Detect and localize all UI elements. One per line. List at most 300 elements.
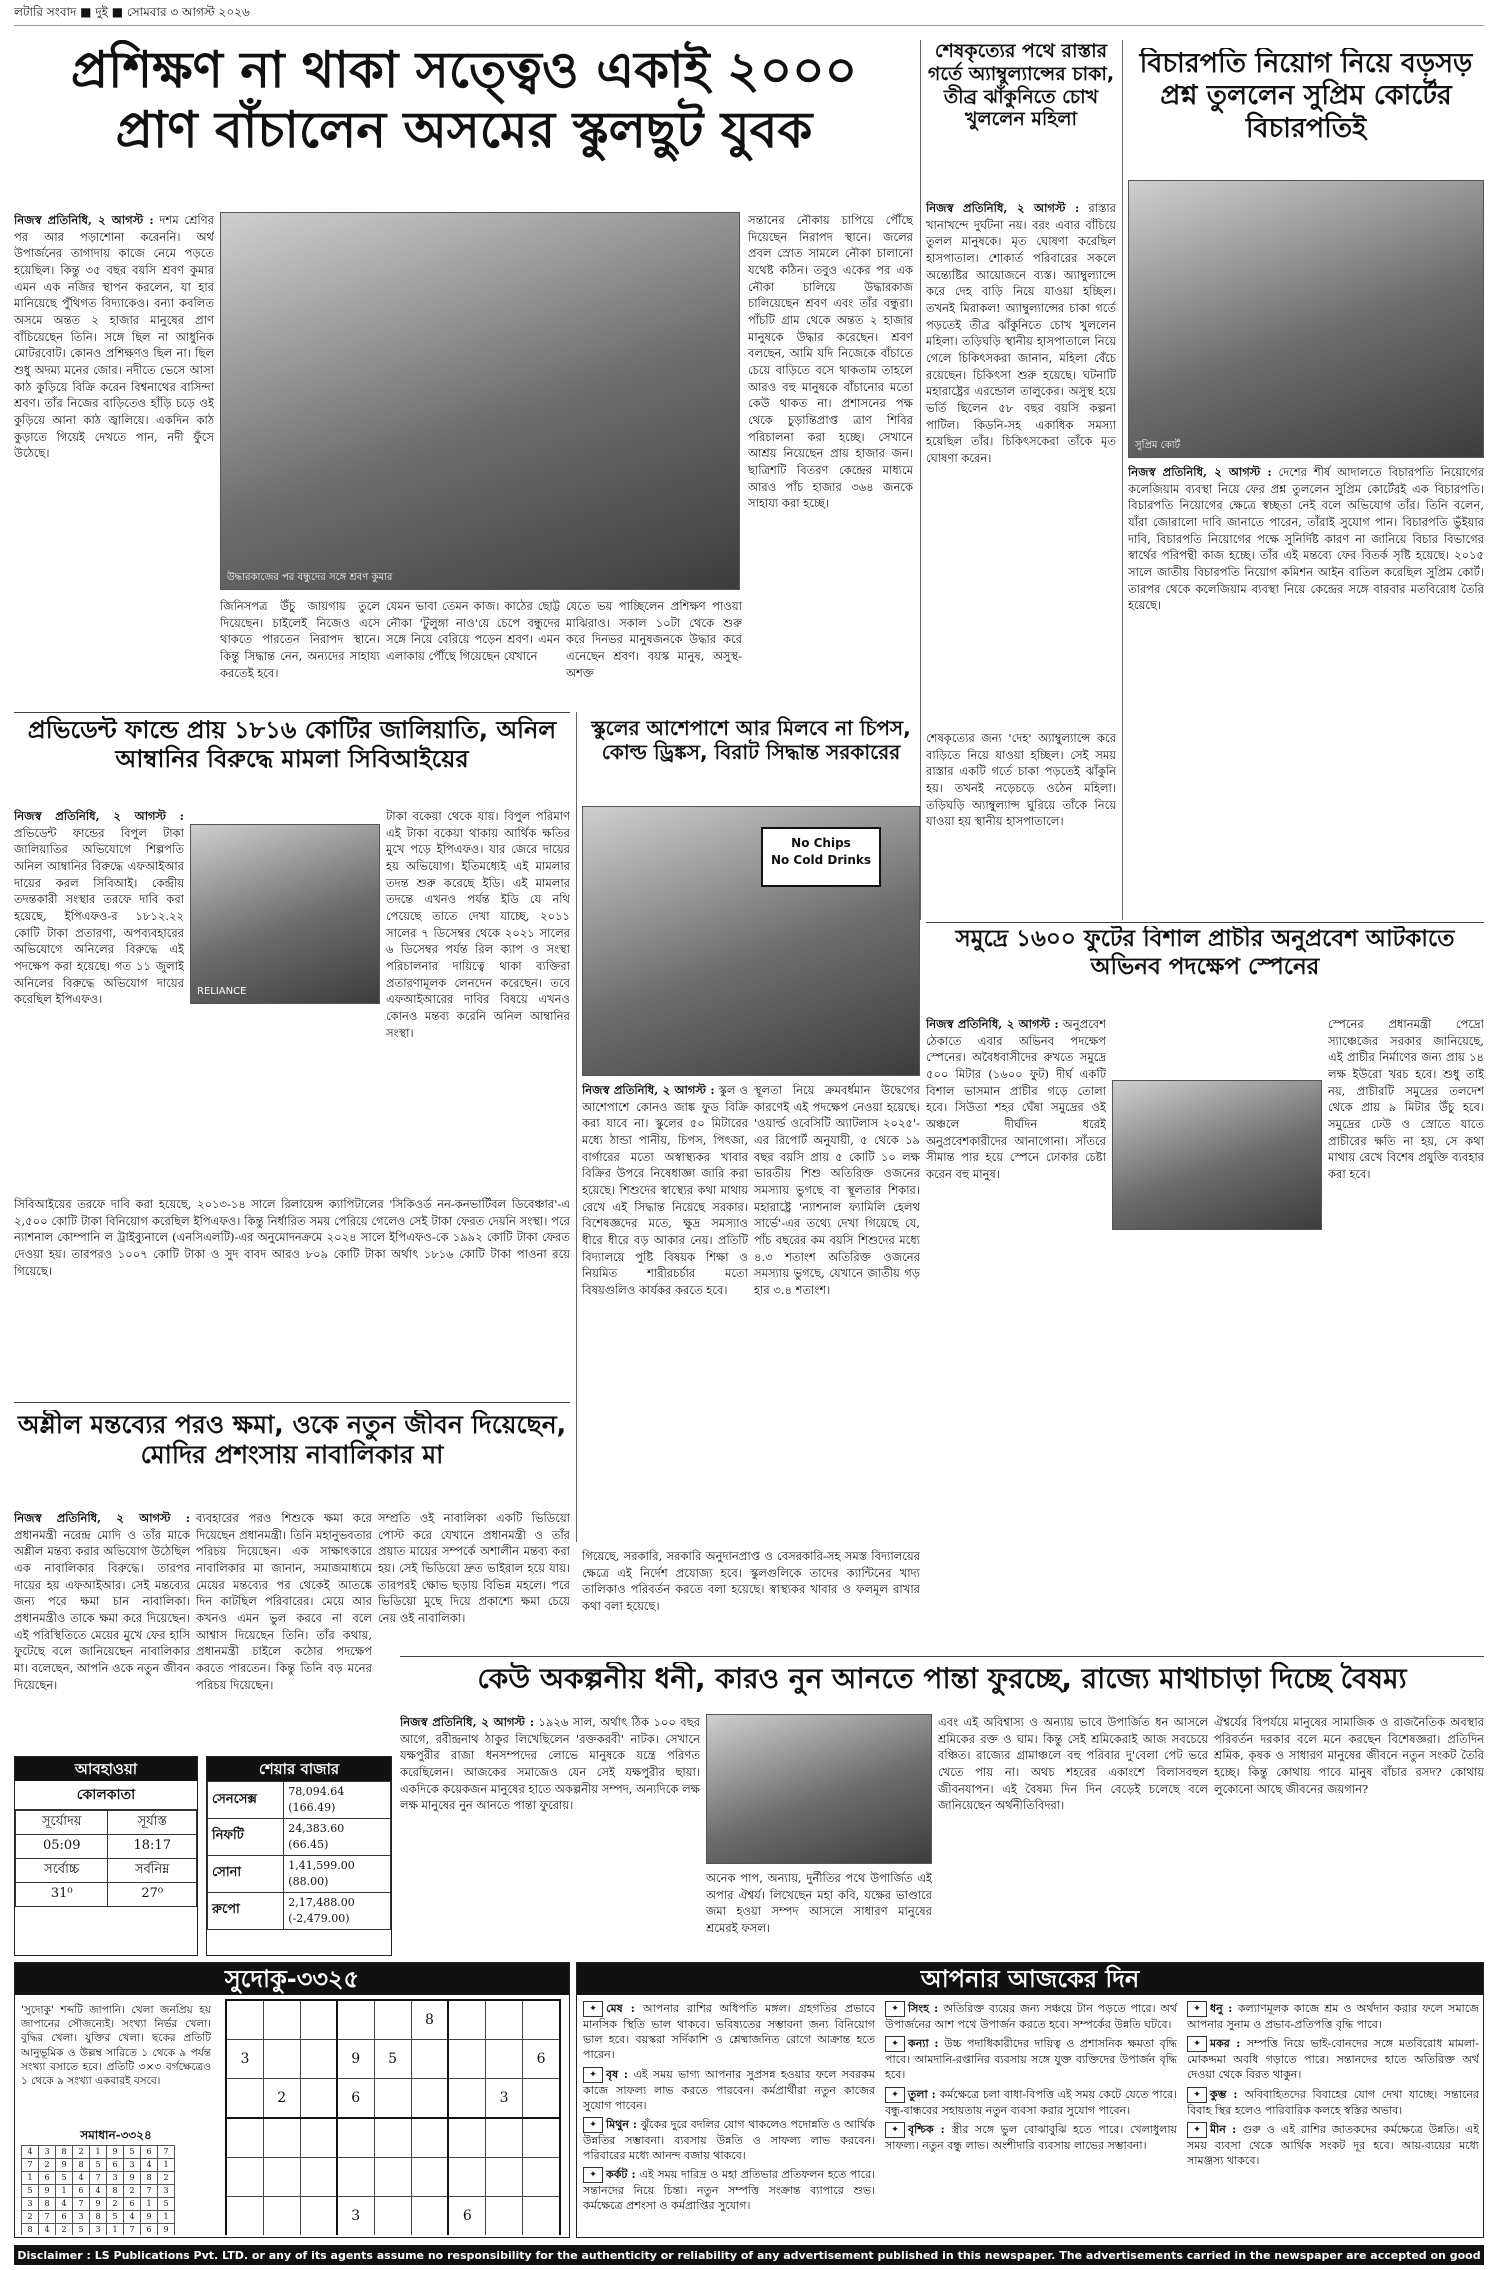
sudoku-cell[interactable] bbox=[448, 2158, 485, 2197]
market-row bbox=[208, 1892, 391, 1929]
market-row bbox=[208, 1782, 391, 1819]
sudoku-cell[interactable] bbox=[523, 2079, 560, 2119]
provident-headline: প্রভিডেন্ট ফান্ডে প্রায় ১৮১৬ কোটির জালিয়াতি, অনিল আম্বানির বিরুদ্ধে মামলা সিবিআইয়ের bbox=[27, 716, 557, 773]
horoscope-text: ঝুঁকের দুরে বদলির যোগ থাকলেও পদোন্নতি ও আর্থিক উন্নতির সম্ভাবনা। ব্যবসায় উন্নতি ও সাফল্য লাভ করবেন। পরিবারের মধ্যে আনন্দ বজায় থাকবে। bbox=[583, 2117, 875, 2163]
zodiac-sign: মীন : bbox=[1210, 2122, 1243, 2136]
provident-body-2 bbox=[14, 1196, 570, 1396]
inequality-dateline: নিজস্ব প্রতিনিধি, ২ আগস্ট : bbox=[400, 1715, 534, 1729]
zodiac-icon: ✦ bbox=[1187, 2122, 1207, 2138]
market-value bbox=[284, 1818, 391, 1855]
zodiac-sign: তুলা : bbox=[908, 2087, 940, 2101]
chips-photo bbox=[582, 806, 920, 1076]
sudoku-cell[interactable] bbox=[523, 2197, 560, 2236]
lead-col-2c bbox=[566, 598, 742, 706]
solution-cell: 9 bbox=[56, 2159, 73, 2172]
inequality-headline: কেউ অকল্পনীয় ধনী, কারও নুন আনতে পান্তা ফুরচ্ছে, রাজ্যে মাথাচাড়া দিচ্ছে বৈষম্য bbox=[477, 1662, 1407, 1695]
market-value-number: 24,383.60 bbox=[288, 1821, 345, 1835]
zodiac-sign: সিংহ : bbox=[908, 2002, 944, 2015]
sudoku-cell[interactable] bbox=[300, 2197, 337, 2236]
solution-cell: 6 bbox=[141, 2224, 158, 2236]
chips-headline: স্কুলের আশেপাশে আর মিলবে না চিপস, কোল্ড ড্রিঙ্কস, বিরাট সিদ্ধান্ত সরকারের bbox=[591, 716, 911, 764]
issue-bar-text: লটারি সংবাদ ■ দুই ■ সোমবার ৩ আগস্ট ২০২৬ bbox=[14, 5, 250, 19]
solution-title: সমাধান-৩৩২৪ bbox=[80, 2128, 152, 2142]
zodiac-sign: কন্যা : bbox=[908, 2037, 945, 2051]
sudoku-cell[interactable] bbox=[374, 2000, 411, 2040]
spain-headline: সমুদ্রে ১৬০০ ফুটের বিশাল প্রাচীর অনুপ্রবেশ আটকাতে অভিনব পদক্ষেপ স্পেনের bbox=[955, 926, 1455, 980]
provident-dateline: নিজস্ব প্রতিনিধি, ২ আগস্ট : bbox=[14, 809, 184, 823]
inequality-body-2 bbox=[706, 1870, 932, 1954]
sudoku-cell[interactable]: 8 bbox=[411, 2000, 448, 2040]
sudoku-cell[interactable] bbox=[337, 2000, 374, 2040]
supreme-dateline: নিজস্ব প্রতিনিধি, ২ আগস্ট : bbox=[1128, 465, 1272, 479]
solution-cell: 5 bbox=[73, 2224, 90, 2236]
market-change: (166.49) bbox=[288, 1800, 336, 1814]
provident-body-2-text: সিবিআইয়ের তরফে দাবি করা হয়েছে, ২০১৩-১৪ সালে রিলায়েন্স ক্যাপিটালের 'সিকিওর্ড নন-কনভার্টিবল ডিবেঞ্চার'-এ ২,৫০০ কোটি টাকা বিনিয়োগ করেছিল ইপিএফও। কিন্তু নির্ধারিত সময় পেরিয়ে গেলেও সেই টাকা ফেরত দেয়নি সংস্থা। পরে ন্যাশনাল কোম্পানি ল ট্রাইব্যুনালে (এনসিএলটি)-এর অনুমোদনক্রমে ২০২৪ সালে ইপিএফও-কে ১৯৯২ কোটি টাকা ফেরত দেওয়া হয়। তারপরও ১০০৭ কোটি টাকা ও সুদ বাবদ আরও ৮০৯ কোটি টাকা অর্থাৎ ১৮১৬ কোটি টাকা পাওনা রয়ে গিয়েছে। bbox=[14, 1197, 570, 1278]
sudoku-cell[interactable] bbox=[263, 2158, 300, 2197]
horoscope-entry bbox=[1187, 2001, 1479, 2032]
horoscope-entry bbox=[885, 2001, 1177, 2032]
sudoku-cell[interactable] bbox=[411, 2197, 448, 2236]
sudoku-cell[interactable] bbox=[448, 2118, 485, 2158]
solution-cell: 3 bbox=[90, 2224, 107, 2236]
market-value bbox=[284, 1892, 391, 1929]
horoscope-entry bbox=[885, 2087, 1177, 2118]
horoscope-text: কল্যাণমূলক কাজে শ্রম ও অর্থদান করার ফলে সমাজে আপনার সুনাম ও প্রভাব-প্রতিপত্তি বৃদ্ধি পাবে। bbox=[1187, 2002, 1479, 2031]
sudoku-cell[interactable] bbox=[448, 2040, 485, 2079]
horoscope-title: আপনার আজকের দিন bbox=[577, 1963, 1483, 1995]
horoscope-entry bbox=[583, 2117, 875, 2163]
lead-col3-text: সন্তানের নৌকায় চাপিয়ে পৌঁছে দিয়েছেন নিরাপদ স্থানে। জলের প্রবল স্রোত সামলে নৌকা চালানো যথেষ্ট কঠিন। তবুও একের পর এক নৌকা চালিয়ে উদ্ধারকাজ চালিয়েছেন শ্রবণ এবং তাঁর বন্ধুরা। পাঁচটি গ্রাম থেকে অন্তত ২ হাজার মানুষকে উদ্ধার করেছেন। শ্রবণ বলছেন, আমি যদি নিজেকে বাঁচাতে চেয়ে বাড়িতে বসে থাকতাম তাহলে আরও বহু মানুষকে বাঁচানোর মতো কেউ থাকত না। প্রশাসনের পক্ষ থেকে চুড়ান্তিপ্রাপ্ত ত্রাণ শিবির পরিচালনা করা হচ্ছে। সেখানে আশ্রয় নিয়েছেন প্রায় হাজার জন। ছাত্রিশটি বিতরণ কেন্দ্রের মাধ্যমে আরও পাঁচ হাজার ৩৬৪ জনকে সাহায্য করা হচ্ছে। bbox=[748, 213, 913, 511]
solution-cell: 5 bbox=[90, 2159, 107, 2172]
sudoku-cell[interactable] bbox=[374, 2079, 411, 2119]
solution-cell: 2 bbox=[73, 2146, 90, 2159]
solution-cell: 1 bbox=[56, 2185, 73, 2198]
horoscope-col-2 bbox=[885, 2001, 1177, 2235]
solution-cell: 1 bbox=[22, 2172, 39, 2185]
solution-cell: 8 bbox=[73, 2159, 90, 2172]
grid-row bbox=[226, 2079, 560, 2119]
spain-body-2 bbox=[1328, 1016, 1484, 1536]
horoscope-text: এই সময় দারিদ্র ও মহা প্রতিভার প্রতিফলন হতে পারে। সন্তানদের নিয়ে চিন্তা। নতুন সম্পত্তি সংক্রান্ত ব্যাপারে শুভ। কর্মক্ষেত্রে প্রশংসা ও কর্মপ্রাপ্তির সুযোগ। bbox=[583, 2168, 875, 2213]
sudoku-cell[interactable] bbox=[263, 2197, 300, 2236]
solution-cell: 3 bbox=[73, 2211, 90, 2224]
sudoku-grid[interactable] bbox=[225, 1999, 561, 2235]
market-name: সেনসেক্স bbox=[208, 1782, 284, 1819]
provident-body-3-text: টাকা বকেয়া থেকে যায়। বিপুল পরিমাণ এই টাকা বকেয়া থাকায় আর্থিক ক্ষতির মুখে পড়ে ইপিএফও। যার জেরে দায়ের হয় অভিযোগ। ইতিমধ্যেই এই মামলার তদন্ত শুরু করেছে ইডি। এই মামলার তদন্তে এখনও পর্যন্ত ইডি যে নথি পেয়েছে তাতে দেখা যাচ্ছে, ২০১১ সালের ৭ ডিসেম্বর থেকে ২০২১ সালের ৬ ডিসেম্বর পর্যন্ত রিল ক্যাপ ও সংস্থা পরিচালনার দায়িত্বে থাকা ব্যক্তিরা প্রতারণামূলক লেনদেন করেছেন। তবে এফআইআরের দাবির বিষয়ে এখনও কোনও মন্তব্য করেনি অনিল আম্বানির সংস্থা। bbox=[386, 809, 570, 1040]
disclaimer: Disclaimer : LS Publications Pvt. LTD. or any of its agents assume no responsibility for the authenticity or reliability of any advertisement published in this newspaper. The advertisements carried in the newspaper are accepted on good bbox=[14, 2245, 1484, 2265]
horoscope-col-1 bbox=[583, 2001, 875, 2235]
sudoku-cell[interactable] bbox=[300, 2040, 337, 2079]
section-rule bbox=[14, 1402, 570, 1403]
solution-cell: 1 bbox=[107, 2224, 124, 2236]
sudoku-rules: 'সুদোকু' শব্দটি জাপানি। খেলা জনপ্রিয় হয় জাপানের সৌজন্যেই। সংখ্যা নির্ভর খেলা। বুদ্ধির খেলা। যুক্তির খেলা। ছকের প্রতিটি আনুভূমিক ও উল্লম্ব সারিতে ১ থেকে ৯ পর্যন্ত সংখ্যা বসাতে হবে। প্রতিটি ৩×৩ বর্গক্ষেত্রেও ১ থেকে ৯ সংখ্যা একবারই বসবে। bbox=[21, 2004, 211, 2087]
lead-dateline: নিজস্ব প্রতিনিধি, ২ আগস্ট : bbox=[14, 213, 154, 227]
sunset-value: 18:17 bbox=[108, 1835, 197, 1859]
lead-col-1 bbox=[14, 212, 214, 700]
zodiac-icon: ✦ bbox=[885, 2122, 905, 2138]
sudoku-cell[interactable]: 6 bbox=[448, 2197, 485, 2236]
solution-cell: 5 bbox=[22, 2185, 39, 2198]
pm-body-4-text: গিয়েছে, সরকারি, সরকারি অনুদানপ্রাপ্ত ও বেসরকারি-সহ সমস্ত বিদ্যালয়ের ক্ষেত্রে এই নির্দেশ প্রযোজ্য হবে। স্কুলগুলিকে তাদের ক্যান্টিনের খাদ্য তালিকাও পরিবর্তন করতে বলা হয়েছে। স্বাস্থ্যকর খাবার ও ফলমূল রাখার কথা বলা হয়েছে। bbox=[582, 1549, 920, 1614]
solution-cell: 9 bbox=[124, 2172, 141, 2185]
solution-cell: 5 bbox=[124, 2146, 141, 2159]
sign-line-1: No Chips bbox=[791, 836, 851, 850]
sudoku-cell[interactable] bbox=[486, 2118, 523, 2158]
lead-photo bbox=[220, 212, 740, 590]
pm-body-2 bbox=[196, 1510, 372, 1750]
horoscope-entry bbox=[583, 2167, 875, 2213]
horoscope-entry bbox=[885, 2036, 1177, 2082]
chips-dateline: নিজস্ব প্রতিনিধি, ২ আগস্ট : bbox=[582, 1083, 715, 1097]
provident-body-1-text: প্রভিডেন্ট ফান্ডের বিপুল টাকা জালিয়াতির অভিযোগে শিল্পপতি অনিল আম্বানির বিরুদ্ধে এফআইআর দায়ের করল সিবিআই। কেন্দ্রীয় তদন্তকারী সংস্থার তরফে দাবি করা হয়েছে, ইপিএফও-র ১৮১২.২২ কোটি টাকা প্রতারণা, অপব্যবহারের অভিযোগে অনিলের বিরুদ্ধে এই পদক্ষেপ করা হয়েছে। গত ১১ জুলাই অনিলের বিরুদ্ধে অভিযোগ দায়ের করেছিল ইপিএফও। bbox=[14, 825, 184, 1007]
ambulance-headline: শেষকৃত্যের পথে রাস্তার গর্তে অ্যাম্বুল্যান্সের চাকা, তীব্র ঝাঁকুনিতে চোখ খুললেন মহিলা bbox=[927, 40, 1115, 131]
solution-cell: 3 bbox=[107, 2172, 124, 2185]
section-rule bbox=[400, 1656, 1484, 1657]
inequality-body-2-text: অনেক পাপ, অন্যায়, দুর্নীতির পথে উপার্জিত এই অপার ঐশ্বর্য। লিখেছেন মহা কবি, যক্ষের ভাণ্ডারে জমা হওয়া সম্পদ আসলে সাধারণ মানুষের শ্রমেরই ফসল। bbox=[706, 1871, 932, 1936]
provident-body-3 bbox=[386, 808, 570, 1190]
pm-body-2-text: ব্যবহারের পরও শিশুকে ক্ষমা করে দিয়েছেন প্রধানমন্ত্রী। তিনি মহানুভবতার পরিচয় দিয়েছেন। এক সাক্ষাৎকারে নাবালিকার মা জানান, সমাজমাধ্যমে মেয়ের মন্তব্যের পর থেকেই আতঙ্কে দিন কাটছিল পরিবারের। মেয়ে আর কখনও এমন ভুল করবে না বলে আশ্বাস দিয়েছেন তিনি। তাঁর কথায়, প্রধানমন্ত্রী চাইলে কঠোর পদক্ষেপ করতে পারতেন। কিন্তু তিনি বড় মনের পরিচয় দিয়েছেন। bbox=[196, 1511, 372, 1692]
chips-body-1-text: স্কুল ও আশেপাশে কোনও জাঙ্ক ফুড বিক্রি করা যাবে না। স্কুলের ৫০ মিটারের মধ্যে ঠান্ডা পানীয়, চিপস, পিৎজা, বার্গারের মতো অস্বাস্থ্যকর খাবার বিক্রির উপরে নিষেধাজ্ঞা জারি করা হয়েছে। শিশুদের স্বাস্থ্যের কথা মাথায় রেখে এই সিদ্ধান্ত নিয়েছে সরকার। বিশেষজ্ঞদের মতে, ক্ষুদ্র সমস্যাও ধীরে ধীরে বড় আকার নেয়। প্রতিটি বিদ্যালয়ে পুষ্টি বিষয়ক শিক্ষা ও নিয়মিত শারীরচর্চার মতো বিষয়গুলিও কার্যকর করতে হবে। bbox=[582, 1083, 748, 1298]
horoscope-text: আপনার রাশির অধিপতি মঙ্গল। গ্রহগতির প্রভাবে মানসিক স্থিতি ভাল থাকবে। ভবিষ্যতের সম্ভাবনা জন্য বিনিয়োগ ভাল হবে। বয়স্করা সর্দিকাশি ও শ্লেষ্মাজনিত রোগে আক্রান্ত হতে পারেন। bbox=[583, 2002, 875, 2062]
sudoku-cell[interactable] bbox=[523, 2118, 560, 2158]
horoscope-text: সম্পত্তি নিয়ে ভাই-বোনদের সঙ্গে মতবিরোধ মামলা-মোকদ্দমা অবধি গড়াতে পারে। সন্তানদের হাতে অতিরিক্ত অর্থ দেওয়া থেকে বিরত থাকুন। bbox=[1187, 2037, 1479, 2082]
pm-body-1 bbox=[14, 1510, 190, 1750]
horoscope-text: উচ্চ পদাধিকারীদের দায়িত্ব ও প্রশাসনিক ক্ষমতা বৃদ্ধি পাবে। আমদানি-রপ্তানির ব্যবসায় সঙ্গে যুক্ত ব্যক্তিদের উপার্জন বৃদ্ধি হবে। bbox=[885, 2037, 1177, 2082]
inequality-body-4 bbox=[1214, 1714, 1484, 1954]
weather-city: কোলকাতা bbox=[15, 1781, 197, 1810]
horoscope-entry bbox=[1187, 2036, 1479, 2082]
spain-dateline: নিজস্ব প্রতিনিধি, ২ আগস্ট : bbox=[926, 1017, 1059, 1031]
zodiac-icon: ✦ bbox=[1187, 2001, 1207, 2017]
zodiac-icon: ✦ bbox=[1187, 2087, 1207, 2103]
inequality-body-3 bbox=[938, 1714, 1208, 1954]
sudoku-grid-wrap bbox=[225, 1999, 561, 2235]
solution-cell: 9 bbox=[158, 2224, 175, 2236]
sudoku-cell[interactable]: 6 bbox=[523, 2040, 560, 2079]
solution-cell: 6 bbox=[56, 2211, 73, 2224]
horoscope-entry bbox=[1187, 2087, 1479, 2118]
sign-line-2: No Cold Drinks bbox=[770, 853, 872, 868]
grid-row bbox=[226, 2158, 560, 2197]
sudoku-cell[interactable]: 3 bbox=[337, 2197, 374, 2236]
solution-cell: 7 bbox=[141, 2185, 158, 2198]
sudoku-cell[interactable] bbox=[523, 2000, 560, 2040]
sudoku-cell[interactable] bbox=[263, 2000, 300, 2040]
horoscope-entry bbox=[1187, 2122, 1479, 2168]
sudoku-cell[interactable] bbox=[226, 2197, 263, 2236]
market-change: (88.00) bbox=[288, 1874, 329, 1888]
solution-cell: 7 bbox=[39, 2211, 56, 2224]
spain-body-2-text: স্পেনের প্রধানমন্ত্রী পেদ্রো স্যাঞ্চেজের সরকার জানিয়েছে, এই প্রাচীর নির্মাণের জন্য প্রায় ১৪ লক্ষ ইউরো খরচ হবে। শুধু তাই নয়, প্রাচীরটি সমুদ্রের তলদেশ থেকে প্রায় ৯ মিটার উঁচু হবে। সমুদ্রের ঢেউ ও স্রোতে যাতে প্রাচীরের ক্ষতি না হয়, সে কথা মাথায় রেখে বিশেষ প্রযুক্তি ব্যবহার করা হবে। bbox=[1328, 1017, 1484, 1182]
grid-row bbox=[22, 2146, 175, 2159]
market-change: (66.45) bbox=[288, 1837, 329, 1851]
sudoku-cell[interactable] bbox=[226, 2079, 263, 2119]
market-name: সোনা bbox=[208, 1855, 284, 1892]
supreme-body bbox=[1128, 464, 1484, 920]
horoscope-entry bbox=[885, 2122, 1177, 2153]
horoscope-text: কর্মক্ষেত্রে চলা বাধা-বিপত্তি এই সময় কেটে যেতে পারে। বন্ধু-বান্ধবের সহায়তায় নতুন ব্যবসা করার সুযোগ পাবেন। bbox=[885, 2087, 1177, 2117]
lead-headline-line-2: প্রাণ বাঁচালেন অসমের স্কুলছুট যুবক bbox=[115, 101, 813, 159]
horoscope-entry bbox=[583, 2067, 875, 2113]
provident-photo bbox=[190, 824, 380, 1004]
sudoku-cell[interactable] bbox=[411, 2079, 448, 2119]
solution-cell: 2 bbox=[158, 2172, 175, 2185]
market-box bbox=[206, 1756, 392, 1956]
sudoku-cell[interactable] bbox=[300, 2158, 337, 2197]
provident-body-1 bbox=[14, 808, 184, 1190]
pm-body-3-text: সম্প্রতি ওই নাবালিকা একটি ভিডিয়ো পোস্ট করে যেখানে প্রধানমন্ত্রী ও তাঁর প্রয়াত মায়ের সম্পর্কে অশালীন মন্তব্য করা হয়। সেই ভিডিয়ো দ্রুত ভাইরাল হয়ে যায়। তারপরই ক্ষোভ ছড়ায় বিভিন্ন মহলে। পরে ভিডিয়ো মুছে দিয়ে প্রকাশ্যে ক্ষমা চেয়ে নেয় ওই নাবালিকা। bbox=[378, 1511, 570, 1626]
sudoku-section bbox=[14, 1962, 570, 2238]
supreme-body-text: দেশের শীর্ষ আদালতে বিচারপতি নিয়োগের কলেজিয়াম ব্যবস্থা নিয়ে ফের প্রশ্ন তুললেন সুপ্রিম কোর্টেরই এক বিচারপতি। বিচারপতি নিয়োগের ক্ষেত্রে স্বচ্ছতা নেই বলে অভিযোগ তাঁর। তিনি বলেন, যাঁরা জোরালো দাবি জানাতে পারেন, তাঁরাই সুযোগ পান। বিচারপতি ভুঁইয়ার দাবি, বিচারপতি নিয়োগের পক্ষে সুনির্দিষ্ট কারণ না জানিয়ে বিচার বিভাগের স্বার্থের পরিপন্থী কাজ হচ্ছে। তাঁর এই মন্তব্যে ফের বিতর্ক সৃষ্টি হয়েছে। ২০১৫ সালে জাতীয় বিচারপতি নিয়োগ কমিশন আইন বাতিল করেছিল সুপ্রিম কোর্ট। তারপর থেকে কলেজিয়াম ব্যবস্থা নিয়ে কেন্দ্রের সঙ্গে বারবার মতবিরোধ তৈরি হয়েছে। bbox=[1128, 465, 1484, 613]
zodiac-icon: ✦ bbox=[1187, 2036, 1207, 2052]
solution-cell: 8 bbox=[56, 2146, 73, 2159]
grid-row bbox=[226, 2040, 560, 2079]
sudoku-cell[interactable]: 5 bbox=[374, 2040, 411, 2079]
spain-body-1 bbox=[926, 1016, 1106, 1536]
solution-cell: 3 bbox=[39, 2146, 56, 2159]
grid-row bbox=[22, 2185, 175, 2198]
market-value-number: 78,094.64 bbox=[288, 1785, 345, 1798]
sudoku-cell[interactable] bbox=[411, 2118, 448, 2158]
solution-cell: 6 bbox=[141, 2146, 158, 2159]
grid-row bbox=[226, 2197, 560, 2236]
horoscope-text: স্ত্রীর সঙ্গে ভুল বোঝাবুঝি হতে পারে। খেলাধুলায় সাফল্য। নতুন বন্ধু লাভ। অংশীদারি ব্যবসায় লাভের সম্ভাবনা। bbox=[885, 2122, 1177, 2152]
solution-cell: 9 bbox=[107, 2146, 124, 2159]
zodiac-icon: ✦ bbox=[885, 2036, 905, 2052]
solution-cell: 8 bbox=[141, 2172, 158, 2185]
sudoku-cell[interactable] bbox=[337, 2118, 374, 2158]
sudoku-cell[interactable] bbox=[263, 2040, 300, 2079]
solution-cell: 7 bbox=[90, 2172, 107, 2185]
solution-cell: 7 bbox=[73, 2198, 90, 2211]
grid-row bbox=[22, 2172, 175, 2185]
sudoku-cell[interactable] bbox=[226, 2000, 263, 2040]
horoscope-text: গুরু ও এই রাশির জাতকদের কর্মক্ষেত্রে উন্নতি। এই সময় ব্যবসা থেকে আর্থিক সংকট দূর হবে। আয়-ব্যয়ের মধ্যে সামঞ্জস্য থাকবে। bbox=[1187, 2122, 1479, 2167]
weather-title: আবহাওয়া bbox=[15, 1757, 197, 1781]
solution-cell: 6 bbox=[107, 2159, 124, 2172]
sudoku-cell[interactable] bbox=[337, 2158, 374, 2197]
solution-cell: 3 bbox=[124, 2159, 141, 2172]
solution-cell: 1 bbox=[158, 2159, 175, 2172]
spain-photo bbox=[1112, 1080, 1322, 1230]
solution-cell: 8 bbox=[90, 2211, 107, 2224]
provident-photo-label: RELIANCE bbox=[197, 985, 247, 997]
no-junk-food-sign bbox=[761, 827, 881, 887]
section-rule bbox=[926, 922, 1484, 923]
sudoku-cell[interactable] bbox=[226, 2158, 263, 2197]
sunrise-value: 05:09 bbox=[16, 1835, 108, 1859]
sunrise-label: সূর্যোদয় bbox=[16, 1811, 108, 1835]
zodiac-icon: ✦ bbox=[583, 2001, 603, 2017]
sunset-label: সূর্যাস্ত bbox=[108, 1811, 197, 1835]
min-temp-label: সর্বনিম্ন bbox=[108, 1858, 197, 1882]
sudoku-cell[interactable] bbox=[411, 2040, 448, 2079]
sudoku-cell[interactable] bbox=[411, 2158, 448, 2197]
solution-cell: 5 bbox=[56, 2172, 73, 2185]
horoscope-entry bbox=[583, 2001, 875, 2063]
grid-row bbox=[226, 2000, 560, 2040]
sudoku-cell[interactable] bbox=[448, 2000, 485, 2040]
solution-cell: 1 bbox=[158, 2211, 175, 2224]
inequality-body-4-text: ঐশ্বর্যের বিপর্যয়ে মানুষের সামাজিক ও রাজনৈতিক অবস্থার পরিবর্তন দরকার বলে মনে করছেন বিশেষজ্ঞরা। প্রতিদিন শ্রমিক, কৃষক ও সাধারণ মানুষের জীবনে নতুন সংকট তৈরি হচ্ছে। কিন্তু কোথায় পাবে মানুষ বাঁচার রসদ? কোথায় লুকোনো আছে জীবনের জয়গান? bbox=[1214, 1715, 1484, 1796]
solution-cell: 6 bbox=[73, 2185, 90, 2198]
zodiac-sign: মকর : bbox=[1210, 2037, 1247, 2051]
solution-cell: 7 bbox=[158, 2146, 175, 2159]
solution-cell: 6 bbox=[124, 2198, 141, 2211]
supreme-photo-caption: সুপ্রিম কোর্ট bbox=[1135, 439, 1181, 451]
zodiac-sign: বৃশ্চিক : bbox=[908, 2122, 952, 2136]
grid-row bbox=[22, 2198, 175, 2211]
solution-cell: 1 bbox=[90, 2146, 107, 2159]
zodiac-icon: ✦ bbox=[885, 2087, 905, 2103]
sudoku-cell[interactable]: 3 bbox=[486, 2079, 523, 2119]
solution-cell: 3 bbox=[158, 2185, 175, 2198]
solution-cell: 7 bbox=[22, 2159, 39, 2172]
column-rule bbox=[576, 712, 577, 1542]
inequality-photo bbox=[706, 1714, 932, 1864]
inequality-body-3-text: এবং এই অবিশ্বাস্য ও অন্যায় ভাবে উপার্জিত ধন আসলে শ্রমিকের রক্ত ও ঘাম। কিন্তু সেই শ্রমিকেরাই আজ সবচেয়ে বঞ্চিত। রাজ্যের গ্রামাঞ্চলে বহু পরিবার দু'বেলা পেট ভরে খেতে পায় না। অথচ শহরের একাংশে বিলাসবহুল জীবনযাপন। এই বৈষম্য দিন দিন বেড়েই চলেছে বলে জানিয়েছেন অর্থনীতিবিদরা। bbox=[938, 1715, 1208, 1813]
solution-cell: 9 bbox=[39, 2185, 56, 2198]
market-row bbox=[208, 1855, 391, 1892]
sudoku-cell[interactable] bbox=[486, 2000, 523, 2040]
solution-cell: 4 bbox=[124, 2211, 141, 2224]
grid-row bbox=[22, 2211, 175, 2224]
sudoku-cell[interactable] bbox=[486, 2158, 523, 2197]
zodiac-sign: ধনু : bbox=[1210, 2002, 1238, 2015]
market-name: রুপো bbox=[208, 1892, 284, 1929]
solution-cell: 2 bbox=[39, 2159, 56, 2172]
market-title: শেয়ার বাজার bbox=[207, 1757, 391, 1781]
max-temp-value: 31⁰ bbox=[16, 1882, 108, 1906]
sudoku-cell[interactable] bbox=[300, 2079, 337, 2119]
zodiac-sign: কুম্ভ : bbox=[1210, 2087, 1245, 2101]
ambulance-body-1 bbox=[926, 200, 1116, 685]
lead-headline bbox=[14, 40, 914, 180]
market-row bbox=[208, 1818, 391, 1855]
market-name: নিফটি bbox=[208, 1818, 284, 1855]
solution-cell: 8 bbox=[39, 2198, 56, 2211]
zodiac-sign: মিথুন : bbox=[606, 2117, 641, 2131]
ambulance-body-2 bbox=[926, 730, 1116, 920]
sudoku-cell[interactable] bbox=[226, 2118, 263, 2158]
solution-cell: 2 bbox=[56, 2224, 73, 2236]
section-rule bbox=[14, 712, 570, 713]
market-value bbox=[284, 1855, 391, 1892]
solution-cell: 4 bbox=[90, 2185, 107, 2198]
solution-cell: 8 bbox=[22, 2224, 39, 2236]
solution-cell: 4 bbox=[22, 2146, 39, 2159]
chips-body-2 bbox=[754, 1082, 920, 1542]
chips-body-2-text: স্থূলতা নিয়ে ক্রমবর্ধমান উদ্বেগের কারণেই এই পদক্ষেপ নেওয়া হয়েছে। 'ওয়ার্ল্ড ওবেসিটি অ্যাটলাস ২০২৫'-এর রিপোর্ট অনুযায়ী, ৫ থেকে ১৯ বছর বয়সি প্রায় ৫ কোটি ১০ লক্ষ ভারতীয় শিশু অতিরিক্ত ওজনের সমস্যায় ভুগছে বা স্থূলতার শিকার। মহারাষ্ট্রে 'ন্যাশনাল ফ্যামিলি হেলথ সার্ভে'-এর তথ্যে দেখা গিয়েছে যে, পাঁচ বছরের কম বয়সি শিশুদের মধ্যে ৪.৩ শতাংশ অতিরিক্ত ওজনের সমস্যায় ভুগছে, যেখানে জাতীয় গড় হার ৩.৪ শতাংশ। bbox=[754, 1083, 920, 1298]
solution-cell: 7 bbox=[124, 2224, 141, 2236]
zodiac-sign: মেষ : bbox=[606, 2002, 643, 2015]
zodiac-icon: ✦ bbox=[583, 2117, 603, 2133]
zodiac-sign: বৃষ : bbox=[606, 2067, 634, 2081]
chips-body-1 bbox=[582, 1082, 748, 1542]
sudoku-cell[interactable]: 9 bbox=[337, 2040, 374, 2079]
solution-cell: 4 bbox=[56, 2198, 73, 2211]
sudoku-cell[interactable] bbox=[486, 2197, 523, 2236]
horoscope-col-3 bbox=[1187, 2001, 1479, 2235]
market-value-number: 1,41,599.00 bbox=[288, 1858, 355, 1872]
supreme-photo bbox=[1128, 180, 1484, 458]
solution-cell: 6 bbox=[39, 2172, 56, 2185]
horoscope-text: অতিরিক্ত ব্যয়ের জন্য সঞ্চয়ে টান পড়তে পারে। অর্থ উপার্জনের আশ পথে উপার্জন করতে হবে। সম্পর্কের উন্নতি ঘটবে। bbox=[885, 2002, 1177, 2031]
pm-body-4 bbox=[582, 1548, 920, 1656]
pm-dateline: নিজস্ব প্রতিনিধি, ২ আগস্ট : bbox=[14, 1511, 190, 1525]
ambulance-body-1-text: রাস্তার খানাখন্দে দুর্ঘটনা নয়। বরং এবার বাঁচিয়ে তুলল মানুষকে। মৃত ঘোষণা করেছিল হাসপাতাল। শোকার্ত পরিবারের সকলে অন্ত্যেষ্টির আয়োজনে ব্যস্ত। অ্যাম্বুল্যান্সে করে দেহ বাড়ি নিয়ে যাওয়া হচ্ছিল। তখনই মিরাকল! অ্যাম্বুল্যান্সের চাকা গর্তে পড়তেই তীব্র ঝাঁকুনিতে চোখ খুললেন মহিলা। তড়িঘড়ি স্থানীয় হাসপাতালে নিয়ে গেলে চিকিৎসকরা জানান, মহিলা বেঁচে রয়েছেন। চিকিৎসা শুরু হয়েছে। ঘটনাটি মহারাষ্ট্রের এরন্ডোল তালুকের। অসুস্থ হয়ে ভর্তি ছিলেন ৫৮ বছর বয়সি কল্পনা পাটিল। কিডনি-সহ একাধিক সমস্যা হয়েছিল তাঁর। চিকিৎসকেরা তাঁকে মৃত ঘোষণা করেন। bbox=[926, 201, 1116, 466]
sudoku-cell[interactable] bbox=[300, 2000, 337, 2040]
horoscope-text: অবিবাহিতদের বিবাহের যোগ দেখা যাচ্ছে। সন্তানের বিবাহ স্থির হলেও পারিবারিক কলহে স্বস্তির অভাব। bbox=[1187, 2087, 1479, 2117]
solution-cell: 2 bbox=[107, 2198, 124, 2211]
weather-box bbox=[14, 1756, 198, 1956]
solution-cell: 4 bbox=[73, 2172, 90, 2185]
market-value-number: 2,17,488.00 bbox=[288, 1895, 355, 1909]
solution-grid-wrap bbox=[21, 2145, 211, 2235]
min-temp-value: 27⁰ bbox=[108, 1882, 197, 1906]
lead-col1-text: দশম শ্রেণির পর আর পড়াশোনা করেননি। অর্থ উপার্জনের তাগাদায় কাজে নেমে পড়তে হয়েছিল। কিন্তু ৩৫ বছর বয়সি শ্রবণ কুমার এমন এক নজির স্থাপন করলেন, যা হার মানিয়েছে পুঁথিগত বিদ্যাকেও। বন্যা কবলিত অসমে অন্তত ২ হাজার মানুষের প্রাণ বাঁচিয়েছেন তিনি। সঙ্গে ছিল না আধুনিক মোটরবোট। কোনও প্রশিক্ষণও ছিল না। ছিল শুধু অদম্য মনের জোর। নদীতে ভেসে আসা কাঠ কুড়িয়ে বিক্রি করেন বিশ্বনাথের বাসিন্দা শ্রবণ। তাঁর নিজের বাড়িতেও হাঁড়ি চড়ে ওই কুড়িয়ে আনা কাঠ জ্বালিয়ে। একদিন কাঠ কুড়াতে গিয়েই দেখতে পান, নদী ফুঁসে উঠেছে। bbox=[14, 213, 214, 461]
solution-cell: 8 bbox=[107, 2185, 124, 2198]
sudoku-cell[interactable] bbox=[523, 2158, 560, 2197]
solution-cell: 2 bbox=[124, 2185, 141, 2198]
lead-col2c-text: যেতে ভয় পাচ্ছিলেন প্রশিক্ষণ পাওয়া মাঝিরাও। সকাল ১০টা থেকে শুরু করে দিনভর মানুষজনকে উদ্ধার করে এনেছেন শ্রবণ। বয়স্ক মানুষ, অসুস্থ-অশক্ত bbox=[566, 599, 742, 680]
ambulance-body-2-text: শেষকৃত্যের জন্য 'দেহ' অ্যাম্বুল্যান্সে করে বাড়িতে নিয়ে যাওয়া হচ্ছিল। সেই সময় রাস্তার একটি গর্তে চাকা পড়তেই ঝাঁকুনি হয়। তখনই নড়েচড়ে ওঠেন মহিলা। তড়িঘড়ি অ্যাম্বুল্যান্স ঘুরিয়ে তাঁকে নিয়ে যাওয়া হয় স্থানীয় হাসপাতালে। bbox=[926, 731, 1116, 829]
solution-cell: 1 bbox=[141, 2198, 158, 2211]
zodiac-icon: ✦ bbox=[583, 2067, 603, 2083]
ambulance-dateline: নিজস্ব প্রতিনিধি, ২ আগস্ট : bbox=[926, 201, 1080, 215]
sudoku-cell[interactable]: 6 bbox=[337, 2079, 374, 2119]
column-rule bbox=[920, 40, 921, 920]
lead-headline-line-1: প্রশিক্ষণ না থাকা সত্ত্বেও একাই ২০০০ bbox=[70, 41, 858, 99]
grid-row bbox=[22, 2159, 175, 2172]
solution-cell: 2 bbox=[22, 2211, 39, 2224]
issue-bar bbox=[14, 4, 1484, 26]
pm-body-1-text: প্রধানমন্ত্রী নরেন্দ্র মোদি ও তাঁর মাকে অশ্লীল মন্তব্য করার অভিযোগ উঠেছিল এক নাবালিকার বিরুদ্ধে। তারপর দায়ের হয় এফআইআর। সেই মন্তব্যের জন্য পরে ক্ষমা চান নাবালিকা। প্রধানমন্ত্রীও তাকে ক্ষমা করে দিয়েছেন। এই পরিস্থিতিতে মেয়ের মুখে ফের হাসি ফুটেছে বলে জানিয়েছেন নাবালিকার মা। বলেছেন, আপনি ওকে নতুন জীবন দিয়েছেন। bbox=[14, 1527, 190, 1692]
horoscope-section bbox=[576, 1962, 1484, 2238]
solution-cell: 4 bbox=[141, 2159, 158, 2172]
max-temp-label: সর্বোচ্চ bbox=[16, 1858, 108, 1882]
solution-grid bbox=[21, 2145, 175, 2235]
sudoku-cell[interactable] bbox=[300, 2118, 337, 2158]
pm-headline: অশ্লীল মন্তব্যের পরও ক্ষমা, ওকে নতুন জীবন দিয়েছেন, মোদির প্রশংসায় নাবালিকার মা bbox=[17, 1410, 567, 1469]
horoscope-text: এই সময় ভাগ্য আপনার সুপ্রসন্ন হওয়ার ফলে সবরকম কাজে সাফল্য লাভ করতে পারবেন। কর্মপ্রার্থীরা নতুন কাজের সুযোগ পাবেন। bbox=[583, 2067, 875, 2112]
zodiac-icon: ✦ bbox=[583, 2167, 603, 2183]
lead-col-3 bbox=[748, 212, 913, 706]
sudoku-cell[interactable] bbox=[486, 2040, 523, 2079]
sudoku-cell[interactable] bbox=[448, 2079, 485, 2119]
sudoku-cell[interactable]: 2 bbox=[263, 2079, 300, 2119]
solution-cell: 5 bbox=[107, 2211, 124, 2224]
grid-row bbox=[226, 2118, 560, 2158]
inequality-body-1 bbox=[400, 1714, 700, 1954]
solution-cell: 9 bbox=[90, 2198, 107, 2211]
sudoku-title: সুদোকু-৩৩২৫ bbox=[15, 1963, 569, 1995]
sudoku-cell[interactable] bbox=[374, 2118, 411, 2158]
market-value bbox=[284, 1782, 391, 1819]
solution-cell: 9 bbox=[141, 2211, 158, 2224]
supreme-headline: বিচারপতি নিয়োগ নিয়ে বড়সড় প্রশ্ন তুললেন সুপ্রিম কোর্টের বিচারপতিই bbox=[1139, 48, 1473, 144]
lead-photo-caption: উদ্ধারকাজের পর বন্ধুদের সঙ্গে শ্রবণ কুমার bbox=[227, 571, 393, 583]
solution-cell: 5 bbox=[158, 2198, 175, 2211]
lead-col-2b bbox=[386, 598, 560, 706]
zodiac-icon: ✦ bbox=[885, 2001, 905, 2017]
sudoku-cell[interactable] bbox=[374, 2158, 411, 2197]
spain-body-1-text: অনুপ্রবেশ ঠেকাতে এবার অভিনব পদক্ষেপ স্পেনের। অবৈধবাসীদের রুখতে সমুদ্রে ৫০০ মিটার (১৬০০ ফুট) দীর্ঘ একটি বিশাল ভাসমান প্রাচীর গড়ে তোলা হবে। সিউতা শহর ঘেঁষা সমুদ্রের ওই অঞ্চলে দীর্ঘদিন ধরেই অনুপ্রবেশকারীদের আনাগোনা। সাঁতরে সীমান্ত পার হয়ে স্পেনে ঢোকার চেষ্টা করেন বহু মানুষ। bbox=[926, 1017, 1106, 1182]
sudoku-cell[interactable]: 3 bbox=[226, 2040, 263, 2079]
sudoku-cell[interactable] bbox=[263, 2118, 300, 2158]
sudoku-cell[interactable] bbox=[374, 2197, 411, 2236]
weather-table bbox=[15, 1810, 197, 1906]
